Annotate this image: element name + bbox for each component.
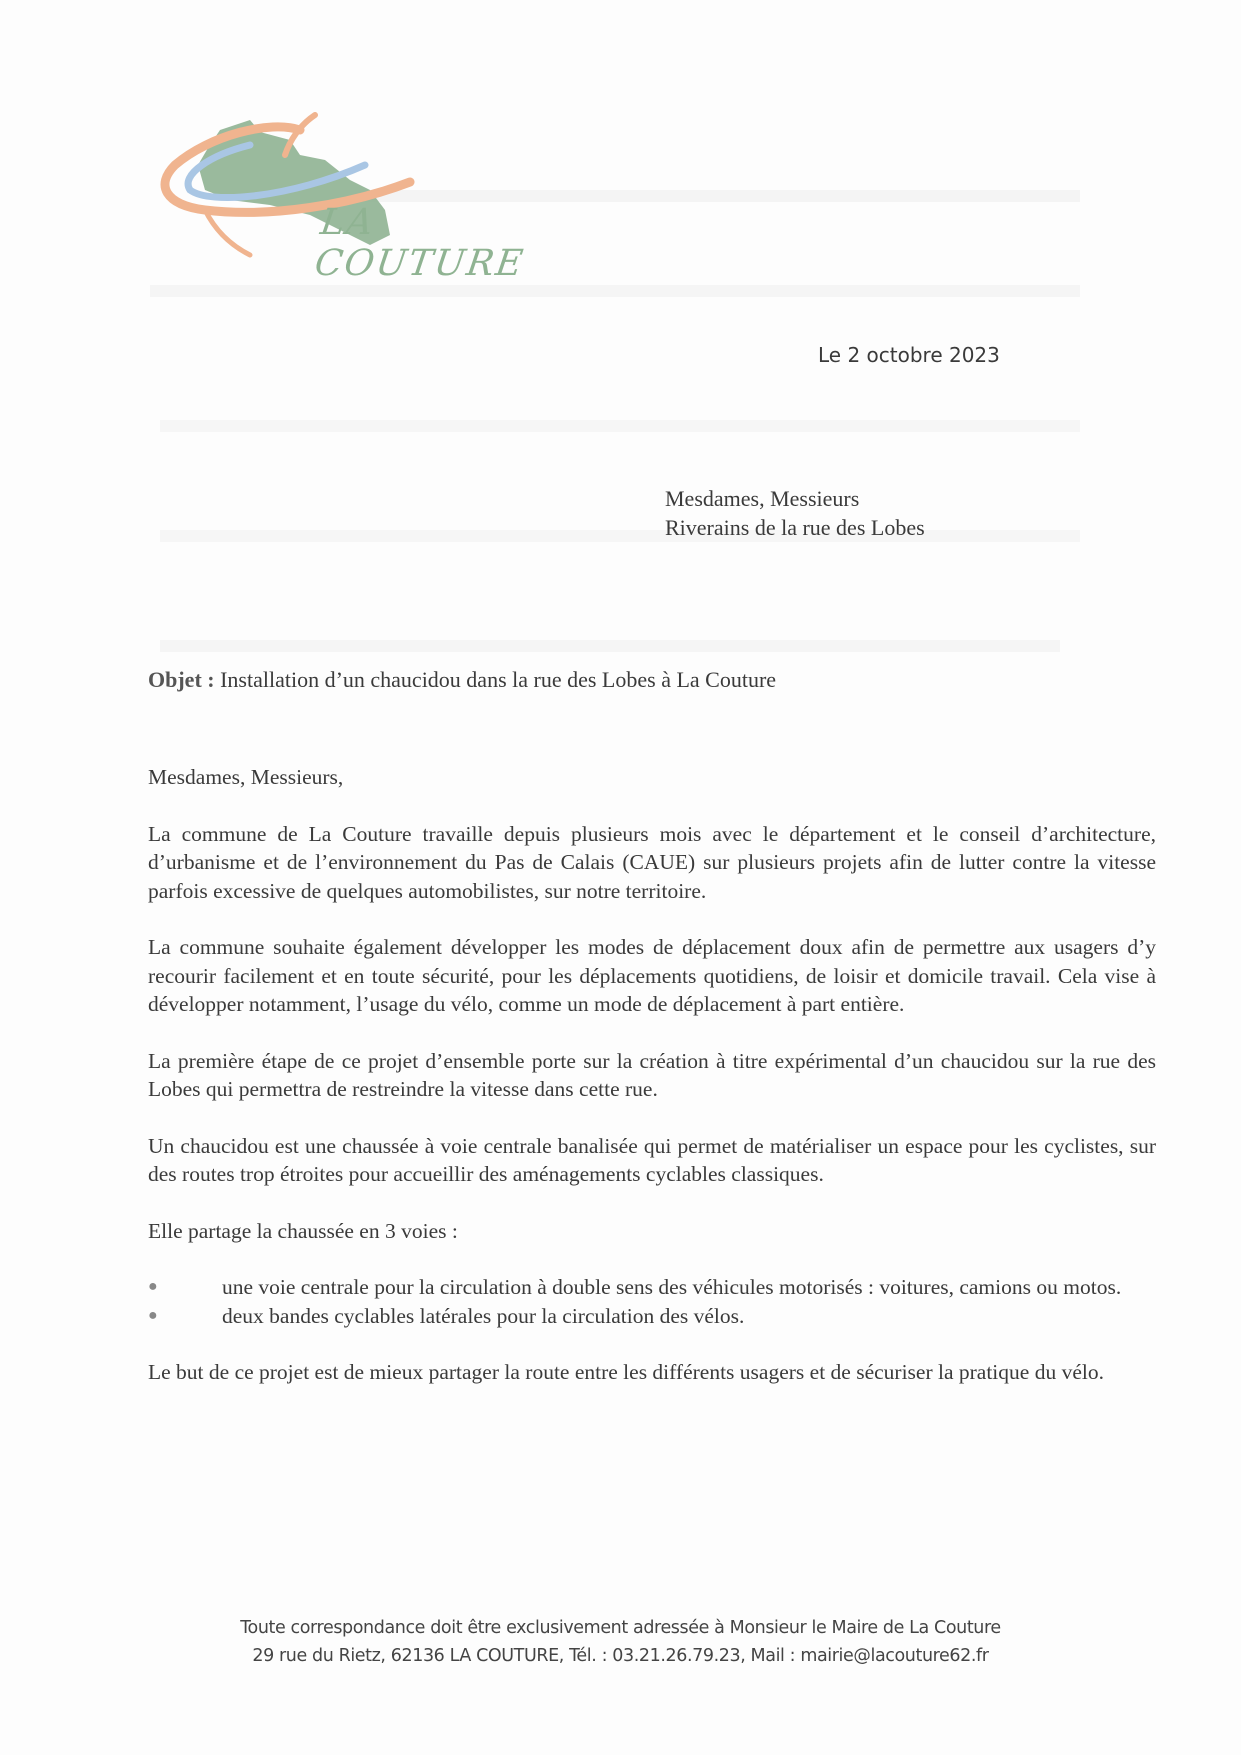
paragraph: La première étape de ce projet d’ensemble porte sur la création à titre expérimental d’un chaucidou sur la rue des Lobes qui permettra de restreindre la vitesse dans cette rue.: [148, 1048, 1156, 1101]
greeting: Mesdames, Messieurs,: [148, 765, 344, 789]
conclusion: Le but de ce projet est de mieux partager la route entre les différents usagers et de sécuriser la pratique du vélo.: [148, 1360, 1104, 1384]
paragraph: La commune de La Couture travaille depuis plusieurs mois avec le département et le conseil d’architecture, d’urbanisme et de l’environnement du Pas de Calais (CAUE) sur plusieurs projets afin de lutter contre la vitesse parfois excessive de quelques automobilistes, sur notre territoire.: [148, 821, 1156, 903]
recipient-line-1: Mesdames, Messieurs: [665, 486, 860, 511]
bleed-through-text: [160, 420, 1080, 446]
list-intro: Elle partage la chaussée en 3 voies :: [148, 1218, 458, 1243]
subject-line: [148, 667, 776, 693]
list-item-text: une voie centrale pour la circulation à double sens des véhicules motorisés : voitures, camions ou motos.: [222, 1275, 1122, 1299]
bleed-through-text: [160, 530, 1080, 556]
recipient-line-2: Riverains de la rue des Lobes: [665, 515, 925, 540]
paragraph: Un chaucidou est une chaussée à voie centrale banalisée qui permet de matérialiser un espace pour les cyclistes, sur des routes trop étroites pour accueillir des aménagements cyclables classiques.: [148, 1133, 1156, 1186]
letter-date: Le 2 octobre 2023: [818, 343, 1000, 367]
bleed-through-text: [150, 285, 1080, 311]
lanes-list: [148, 1273, 1156, 1330]
list-item: [148, 1302, 1156, 1331]
footer-line-1: Toute correspondance doit être exclusivement adressée à Monsieur le Maire de La Couture: [240, 1618, 1001, 1638]
letter-body: [148, 763, 1156, 1387]
logo-wordmark: LA COUTURE: [312, 202, 528, 284]
la-couture-logo: [150, 110, 528, 284]
subject-text: Installation d’un chaucidou dans la rue des Lobes à La Couture: [220, 667, 777, 692]
subject-label: Objet :: [148, 667, 215, 692]
bullet-icon: ●: [148, 1278, 158, 1295]
list-item-text: deux bandes cyclables latérales pour la circulation des vélos.: [222, 1303, 745, 1328]
bullet-icon: ●: [148, 1306, 158, 1324]
footer-line-2: 29 rue du Rietz, 62136 LA COUTURE, Tél. : 03.21.26.79.23, Mail : mairie@lacouture62.fr: [252, 1646, 989, 1666]
recipient-block: [665, 484, 925, 542]
footer: [0, 1614, 1241, 1670]
bleed-through-text: [160, 640, 1060, 666]
paragraph: La commune souhaite également développer les modes de déplacement doux afin de permettre aux usagers d’y recourir facilement et en toute sécurité, pour les déplacements quotidiens, de loisir et domicile travail. Cela vise à développer notamment, l’usage du vélo, comme un mode de déplacement à part entière.: [148, 935, 1156, 1016]
list-item: [148, 1273, 1156, 1302]
